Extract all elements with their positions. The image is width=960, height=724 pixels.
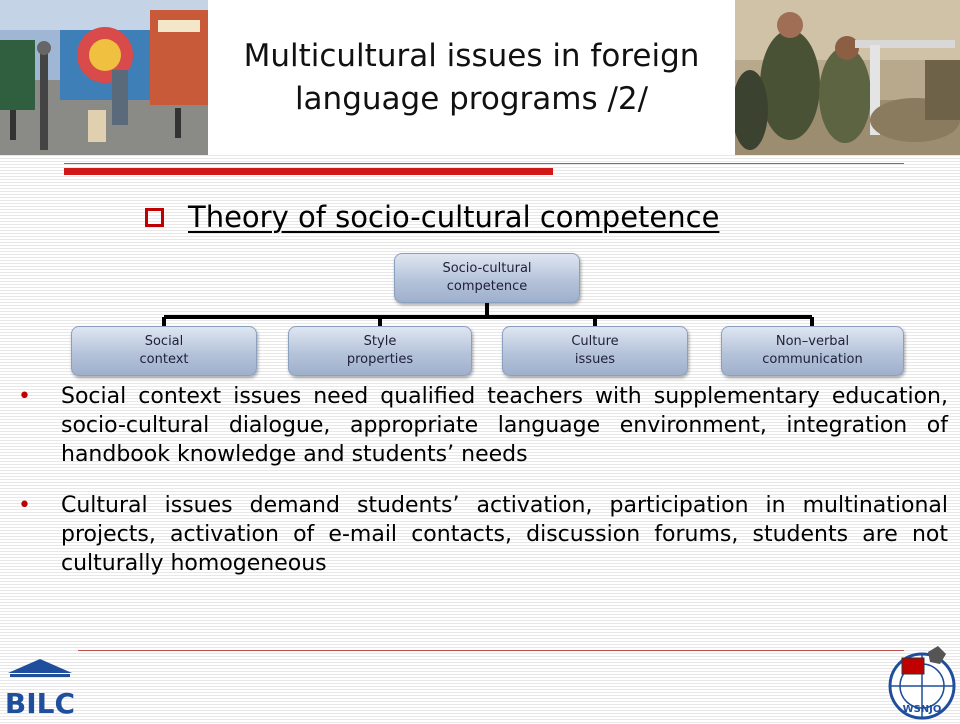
bullet-text: Social context issues need qualified teachers with supplementary education, socio-cultural dialogue, appropriate language environment, integration of handbook knowledge and students’ needs — [61, 384, 948, 467]
bullet-dot-icon: • — [18, 384, 31, 409]
diagram-node-nonverbal-communication: Non–verbal communication — [721, 326, 904, 376]
bullet-list — [18, 382, 948, 578]
section-heading-text: Theory of socio-cultural competence — [188, 200, 720, 234]
bullet-item — [18, 382, 948, 469]
bullet-text: Cultural issues demand students’ activation, participation in multinational projects, activation of e-mail contacts, discussion forums, students are not culturally homogeneous — [61, 493, 948, 576]
footer-divider-line — [78, 650, 904, 651]
svg-text:WSNJO: WSNJO — [902, 704, 942, 715]
diagram-root-node: Socio-cultural competence — [394, 253, 580, 303]
diagram-node-social-context: Social context — [71, 326, 257, 376]
slide-title: Multicultural issues in foreign language programs /2/ — [243, 37, 700, 117]
diagram-node-style-properties: Style properties — [288, 326, 472, 376]
wsnjo-logo — [880, 640, 960, 720]
bullet-dot-icon: • — [18, 493, 31, 518]
diagram-node-culture-issues: Culture issues — [502, 326, 688, 376]
bullet-item — [18, 491, 948, 578]
bilc-logo — [0, 655, 80, 720]
svg-text:BILC: BILC — [4, 687, 76, 720]
